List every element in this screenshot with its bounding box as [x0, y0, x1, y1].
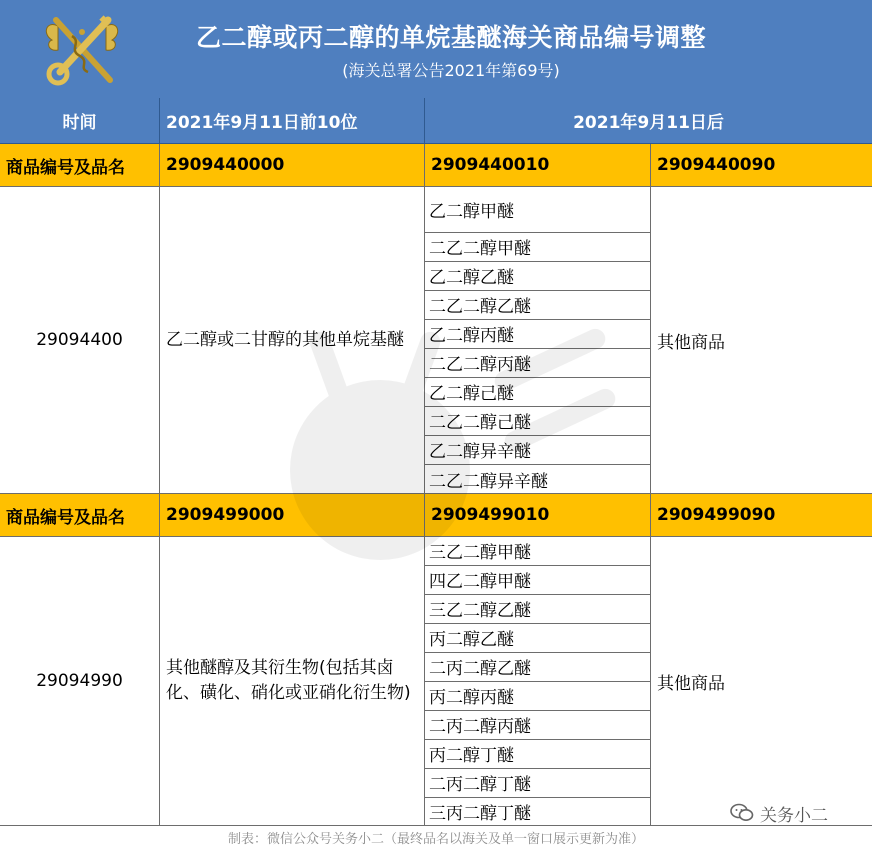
column-header-row — [0, 98, 872, 144]
list-item: 二乙二醇异辛醚 — [429, 472, 548, 492]
new-code-1b: 2909440090 — [651, 144, 872, 187]
description-2: 其他醚醇及其衍生物(包括其卤化、磺化、硝化或亚硝化衍生物) — [160, 537, 425, 826]
list-item: 丙二醇乙醚 — [425, 624, 650, 653]
col-header-after: 2021年9月11日后 — [425, 98, 872, 144]
new-code-2b: 2909499090 — [651, 494, 872, 537]
title-banner — [0, 0, 872, 98]
account-badge-label: 关务小二 — [760, 805, 828, 826]
wechat-icon — [730, 803, 754, 823]
short-code-1: 29094400 — [0, 187, 160, 494]
product-list-1 — [425, 187, 651, 494]
list-item: 三丙二醇丁醚 — [429, 804, 531, 824]
code-row-2 — [0, 494, 872, 537]
product-list-2 — [425, 537, 651, 826]
list-item: 乙二醇丙醚 — [425, 320, 650, 349]
code-label-2: 商品编号及品名 — [0, 494, 160, 537]
list-item: 二乙二醇甲醚 — [425, 233, 650, 262]
list-item: 四乙二醇甲醚 — [425, 566, 650, 595]
list-item: 乙二醇己醚 — [425, 378, 650, 407]
footer-note: 制表：微信公众号关务小二（最终品名以海关及单一窗口展示更新为准） — [227, 832, 644, 847]
code-row-1 — [0, 144, 872, 187]
group-1-body — [0, 187, 872, 494]
list-item: 二丙二醇乙醚 — [425, 653, 650, 682]
description-1: 乙二醇或二甘醇的其他单烷基醚 — [160, 187, 425, 494]
col-header-before: 2021年9月11日前10位 — [160, 98, 425, 144]
code-label-1: 商品编号及品名 — [0, 144, 160, 187]
short-code-2: 29094990 — [0, 537, 160, 826]
list-item: 乙二醇异辛醚 — [425, 436, 650, 465]
list-item: 二乙二醇乙醚 — [425, 291, 650, 320]
other-goods-1: 其他商品 — [651, 187, 872, 494]
new-code-2a: 2909499010 — [425, 494, 651, 537]
list-item: 二乙二醇己醚 — [425, 407, 650, 436]
list-item: 丙二醇丁醚 — [425, 740, 650, 769]
old-code-1: 2909440000 — [160, 144, 425, 187]
group-2-body — [0, 537, 872, 826]
list-item: 乙二醇乙醚 — [425, 262, 650, 291]
col-header-time: 时间 — [0, 98, 160, 144]
other-goods-2: 其他商品 — [651, 537, 872, 826]
new-code-1a: 2909440010 — [425, 144, 651, 187]
list-item: 二乙二醇丙醚 — [425, 349, 650, 378]
page-title: 乙二醇或丙二醇的单烷基醚海关商品编号调整 — [195, 23, 706, 52]
list-item: 三乙二醇甲醚 — [425, 537, 650, 566]
list-item: 三乙二醇乙醚 — [425, 595, 650, 624]
old-code-2: 2909499000 — [160, 494, 425, 537]
list-item: 乙二醇甲醚 — [425, 187, 650, 233]
page-subtitle: (海关总署公告2021年第69号) — [342, 61, 560, 80]
list-item: 丙二醇丙醚 — [425, 682, 650, 711]
list-item: 二丙二醇丙醚 — [425, 711, 650, 740]
list-item: 二丙二醇丁醚 — [425, 769, 650, 798]
account-badge — [730, 800, 828, 826]
